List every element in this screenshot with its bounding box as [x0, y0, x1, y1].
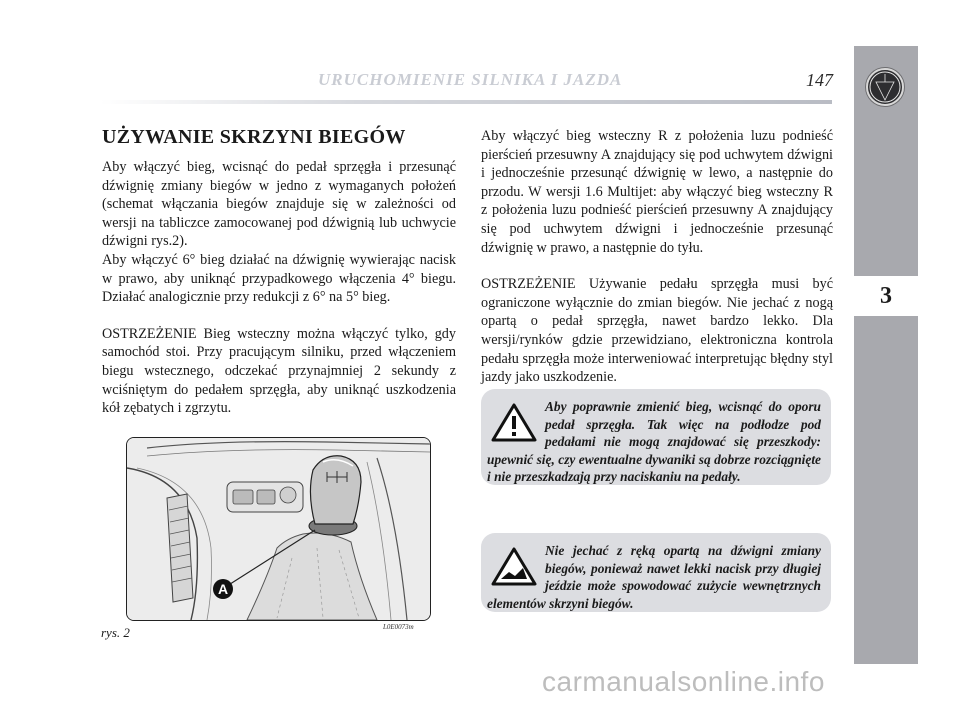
warning-box-clutch [481, 389, 831, 485]
paragraph-clutch-warning: OSTRZEŻENIE Używanie pedału sprzęgła musi być ograniczone wyłącznie do zmian biegów. Nie jechać z nogą opartą o pedał sprzęgła, nawet bardzo lekko. Dla wersji/rynków gdzie przewidziano, elektroniczna kontrola pedału sprzęgła może interweniować interpretując błędny styl jazdy jako uszkodzenie. [481, 276, 833, 386]
chapter-number: 3 [854, 276, 918, 316]
warning-triangle-icon [491, 402, 537, 442]
warning-box-hand-on-lever [481, 533, 831, 612]
page-number: 147 [806, 70, 833, 90]
paragraph-reverse-warning: OSTRZEŻENIE Bieg wsteczny można włączyć tylko, gdy samochód stoi. Przy pracującym silniku, przed włączeniem biegu wstecznego, odczekać przynajmniej 2 sekundy z wciśniętym do pedałem sprzęgła, aby uniknąć uszkodzenia kół zębatych i zgrzytu. [102, 325, 456, 417]
section-heading: UŻYWANIE SKRZYNI BIEGÓW [102, 126, 406, 148]
figure-code: L0E0073m [383, 623, 414, 631]
right-text-column [481, 127, 833, 387]
left-text-column [102, 158, 456, 418]
lancia-logo-icon [866, 68, 904, 106]
paragraph-gear-engage: Aby włączyć bieg, wcisnąć do pedał sprzęgła i przesunąć dźwignię zmiany biegów w jedno z wymaganych położeń (schemat włączania biegów znajduje się w zależności od wersji na tabliczce zamocowanej pod dźwignią lub uchwycie dźwigni rys.2). [102, 159, 456, 250]
header-rule [100, 100, 832, 104]
paragraph-reverse-gear: Aby włączyć bieg wsteczny R z położenia luzu podnieść pierścień przesuwny A znajdujący się pod uchwytem dźwigni i jednocześnie przesunąć dźwignię w lewo, a następnie do przodu. W wersji 1.6 Multijet: aby włączyć bieg wsteczny R z położenia luzu podnieść pierścień przesuwny A znajdujący się pod uchwytem dźwigni i jednocześnie przesunąć dźwignię w prawo, a następnie do tyłu. [481, 128, 833, 256]
gear-lever-figure [126, 437, 431, 621]
paragraph-sixth-gear: Aby włączyć 6° bieg działać na dźwignię wywierając nacisk w prawo, aby uniknąć przypadkowego włączenia 4° biegu. Działać analogicznie przy redukcji z 6° na 5° bieg. [102, 251, 456, 306]
warning-text-clutch: Aby poprawnie zmienić bieg, wcisnąć do oporu pedał sprzęgła. Tak więc na podłodze pod pedałami nie mogą znajdować się przeszkody: upewnić się, czy ewentualne dywaniki są dobrze rozciągnięte i nie przeszkadzają przy naciskaniu na pedały. [487, 399, 821, 485]
callout-a-label: A [217, 581, 229, 597]
running-header-title: URUCHOMIENIE SILNIKA I JAZDA [318, 70, 623, 89]
wear-triangle-icon [491, 546, 537, 586]
chapter-side-tab [854, 46, 918, 664]
figure-label: rys. 2 [101, 625, 130, 640]
warning-text-hand-on-lever: Nie jechać z ręką opartą na dźwigni zmiany biegów, ponieważ nawet lekki nacisk przy długiej jeździe może spowodować zużycie wewnętrznych elementów skrzyni biegów. [487, 543, 821, 611]
watermark: carmanualsonline.info [542, 666, 825, 697]
